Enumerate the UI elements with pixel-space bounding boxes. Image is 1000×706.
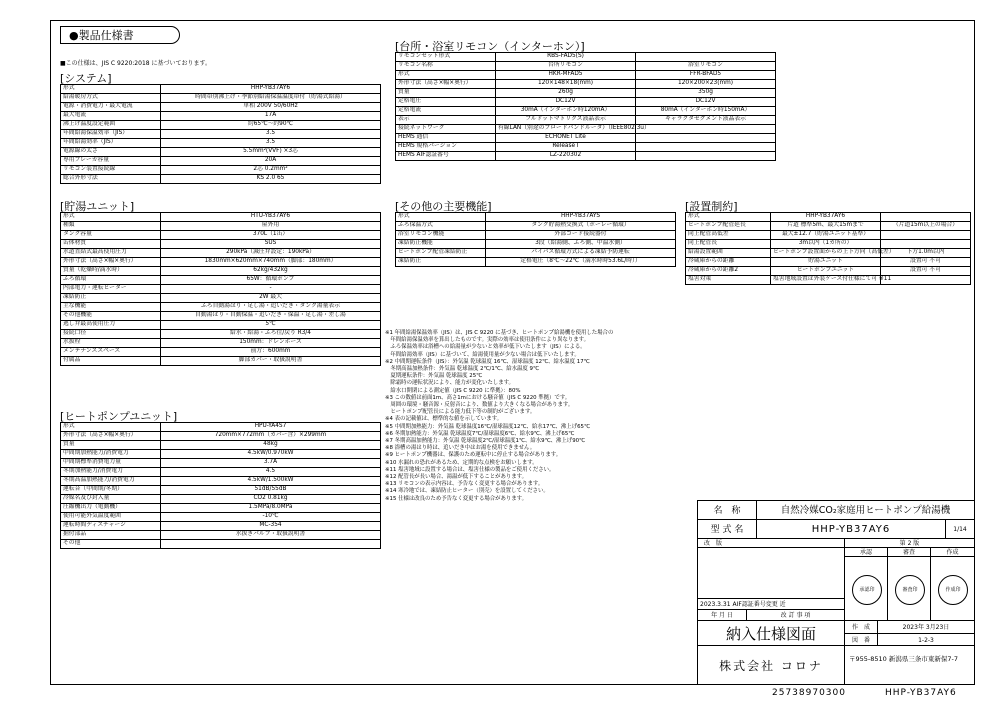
row-value: HHP-YB37AY6 bbox=[771, 213, 881, 222]
row-label: ヒートポンプ配管延長 bbox=[686, 222, 771, 231]
spec-heading: ●製品仕様書 bbox=[60, 26, 180, 44]
table-row bbox=[61, 495, 381, 504]
row-label: その他 bbox=[61, 540, 161, 549]
row-value: 150mm：ドレンホース bbox=[161, 339, 381, 348]
row-value: 30mA（インターホン時120mA） bbox=[496, 107, 636, 116]
table-row bbox=[396, 98, 776, 107]
row-label: 給湯設置範囲 bbox=[686, 249, 771, 258]
row-value: （片道15m以上の場合） bbox=[881, 222, 971, 231]
table-row bbox=[61, 294, 381, 303]
row-label: ふろ保温方式 bbox=[396, 222, 486, 231]
note-line: ※4 表の記載値は、標準的な値を示しています。 bbox=[385, 416, 503, 423]
note-line: ※2 中間期運転条件（JIS）：外気温 乾球温度 16℃、湿球温度 12℃、給水温度 17℃ bbox=[385, 358, 590, 365]
row-value: 120×148×18(mm) bbox=[496, 80, 636, 89]
row-value: 80mA（インターホン時150mA） bbox=[636, 107, 776, 116]
revision-label: 改 版 bbox=[697, 538, 845, 548]
row-label: 電源線の太さ bbox=[61, 148, 161, 157]
row-value: 290kPa（減圧弁設定：190kPa） bbox=[161, 249, 381, 258]
row-value bbox=[636, 143, 776, 152]
row-label: 外形寸法（高さ×幅×奥行） bbox=[61, 258, 161, 267]
table-row bbox=[61, 531, 381, 540]
note-line: 周囲の環境・騒音源・反射音により、数値より大きくなる場合があります。 bbox=[385, 402, 574, 409]
row-value: 屋外用 bbox=[161, 222, 381, 231]
row-label: 専用ブレーカ容量 bbox=[61, 157, 161, 166]
heatpump-title: [ヒートポンプユニット] bbox=[60, 410, 178, 423]
note-line: 年間給湯効率（JIS）に基づいて、給湯使用量が少ない場合は低下いたします。 bbox=[385, 351, 580, 358]
table-row bbox=[396, 222, 676, 231]
note-line: 除霜時の運転状況により、能力が変化いたします。 bbox=[385, 380, 514, 387]
row-label: 同上配管高低差 bbox=[686, 231, 771, 240]
table-row bbox=[396, 107, 776, 116]
table-row bbox=[686, 258, 971, 267]
row-label: 付属品 bbox=[61, 357, 161, 366]
row-label: 水抜栓 bbox=[61, 339, 161, 348]
table-row bbox=[61, 357, 381, 366]
row-label: 電源・消費電力・最大電流 bbox=[61, 103, 161, 112]
row-label: その他機能 bbox=[61, 312, 161, 321]
row-value bbox=[636, 152, 776, 161]
row-value bbox=[881, 231, 971, 240]
table-row bbox=[61, 249, 381, 258]
row-value bbox=[636, 125, 776, 134]
model-label: 型 式 名 bbox=[697, 519, 757, 539]
note-line: ※13 リモコンの表示内容は、予告なく変更する場合があります。 bbox=[385, 481, 544, 488]
table-row bbox=[61, 321, 381, 330]
table-row bbox=[61, 121, 381, 130]
row-label: 形式 bbox=[396, 71, 496, 80]
row-value: パイパス循環方式による凍結予防運転 bbox=[486, 249, 676, 258]
row-value: 浴室リモコン bbox=[636, 62, 776, 71]
row-label: 質量 bbox=[61, 441, 161, 450]
draw-box bbox=[930, 556, 975, 621]
row-label: 凍結防止機能 bbox=[396, 240, 486, 249]
row-value: 約65℃～約90℃ bbox=[161, 121, 381, 130]
created-label: 作 成 bbox=[844, 620, 878, 634]
note-line: ※15 仕様は改良のため予告なく変更する場合があります。 bbox=[385, 495, 528, 502]
row-value: 設置可 不可 bbox=[881, 258, 971, 267]
remote-table bbox=[395, 52, 776, 161]
table-row bbox=[61, 441, 381, 450]
revision-area bbox=[697, 547, 845, 599]
table-row bbox=[61, 175, 381, 184]
note-line: ヒートポンプ配管長による能力低下等の制約がございます。 bbox=[385, 409, 536, 416]
row-value: 3.5 bbox=[161, 130, 381, 139]
draw-label: 作成 bbox=[930, 547, 975, 557]
table-row bbox=[61, 139, 381, 148]
row-value: 350g bbox=[636, 89, 776, 98]
table-row bbox=[396, 249, 676, 258]
row-value: MC-354 bbox=[161, 522, 381, 531]
note-line: ※8 浴槽の湯はり時は、追いだき中はお湯を使用できません。 bbox=[385, 445, 536, 452]
table-row bbox=[61, 148, 381, 157]
row-label: 使用可能外気温度範囲 bbox=[61, 513, 161, 522]
row-value: DC12V bbox=[496, 98, 636, 107]
row-label: 表示 bbox=[396, 116, 496, 125]
row-label: 外形寸法（高さ×幅×奥行） bbox=[396, 80, 496, 89]
number-value: 1-2-3 bbox=[877, 633, 975, 646]
table-row bbox=[61, 504, 381, 513]
row-value: 4.5 bbox=[161, 468, 381, 477]
install-table bbox=[685, 212, 971, 285]
row-value bbox=[881, 240, 971, 249]
table-row bbox=[61, 112, 381, 121]
row-label: 質量（乾燥時/満水時） bbox=[61, 267, 161, 276]
row-value: 時間帯別沸上げ・季節別給湯保温温度帯付（貯湯式給湯） bbox=[161, 94, 381, 103]
heatpump-table bbox=[60, 422, 381, 549]
table-row bbox=[61, 166, 381, 175]
note-line: ※6 冬期加熱能力：外気温 乾球温度7℃/湿球温度6℃、給水9℃、沸上げ65℃ bbox=[385, 430, 575, 437]
row-value: 1830mm×620mm×740mm（脚部：180mm） bbox=[161, 258, 381, 267]
table-row bbox=[396, 80, 776, 89]
row-value: RBS-FAD5(S) bbox=[496, 53, 636, 62]
row-label: 圧縮機出力（電動機） bbox=[61, 504, 161, 513]
row-label: 浴室リモコン機能 bbox=[396, 231, 486, 240]
table-row bbox=[61, 459, 381, 468]
row-value: 5.5mm²(VVF) ×3芯 bbox=[161, 148, 381, 157]
table-row bbox=[396, 71, 776, 80]
row-value: HHP-YB37AYS bbox=[486, 213, 676, 222]
row-label: 最大電流 bbox=[61, 112, 161, 121]
row-value: 65W：循環ポンプ bbox=[161, 276, 381, 285]
table-row bbox=[61, 432, 381, 441]
row-value bbox=[881, 276, 971, 285]
row-label: 質量 bbox=[396, 89, 496, 98]
other-table bbox=[395, 212, 676, 267]
row-label: 総合外形寸法 bbox=[61, 175, 161, 184]
note-line: ※1 年間給湯保温効率（JIS）は、JIS C 9220 に基づき、ヒートポンプ給湯機を使用した場合の bbox=[385, 330, 614, 336]
row-label: 年間給湯効率（JIS） bbox=[61, 139, 161, 148]
note-line: ※3 この数値は前面1m、高さ1mにおける騒音値（JIS C 9220 準拠）です。 bbox=[385, 394, 571, 401]
row-label: 年間給湯保温効率（JIS） bbox=[61, 130, 161, 139]
table-row bbox=[686, 267, 971, 276]
table-row bbox=[61, 348, 381, 357]
check-label: 審査 bbox=[887, 547, 931, 557]
row-label: HEMS 通信 bbox=[396, 134, 496, 143]
row-value: 3.5 bbox=[161, 139, 381, 148]
row-value: -10℃ bbox=[161, 513, 381, 522]
row-label: HEMS AIF認証番号 bbox=[396, 152, 496, 161]
row-label: 同上配管長 bbox=[686, 240, 771, 249]
row-value: 5℃ bbox=[161, 321, 381, 330]
table-row bbox=[61, 85, 381, 94]
row-label: 中間期標準消費電力量 bbox=[61, 459, 161, 468]
row-value: 片道 標準5m、最大15mまで bbox=[771, 222, 881, 231]
table-row bbox=[396, 125, 776, 134]
row-label: 形式 bbox=[61, 213, 161, 222]
row-value: 51dB/55dB bbox=[161, 486, 381, 495]
date-label: 年 月 日 bbox=[697, 609, 747, 621]
table-row bbox=[61, 303, 381, 312]
row-value: LZ-220302 bbox=[496, 152, 636, 161]
row-value: 3m以内（1カ所の） bbox=[771, 240, 881, 249]
row-label: 冷蔵庫からの距離 bbox=[686, 258, 771, 267]
table-row bbox=[686, 249, 971, 258]
row-value: ふろ自動湯はり・足し湯・追いだき・タンク湯量表示 bbox=[161, 303, 381, 312]
table-row bbox=[61, 522, 381, 531]
row-label: 塩害対策 bbox=[686, 276, 771, 285]
row-label: 水道直結式最高使用圧力 bbox=[61, 249, 161, 258]
revision-entry: 2023.3.31 AIF認証番号変更 近 bbox=[697, 598, 845, 610]
row-value bbox=[636, 53, 776, 62]
row-value: 17A bbox=[161, 112, 381, 121]
table-row bbox=[396, 62, 776, 71]
table-row bbox=[686, 213, 971, 222]
note-line: 冬期高温加熱条件：外気温 乾球温度 2℃/1℃、給水温度 9℃ bbox=[385, 366, 540, 373]
row-value: Release I bbox=[496, 143, 636, 152]
row-label: 接続口径 bbox=[61, 330, 161, 339]
row-value: 下方1.0m以内 bbox=[881, 249, 971, 258]
note-line: ※12 配管長が長い場合、湯温が低下することがあります。 bbox=[385, 474, 528, 481]
row-label: ふろ循環 bbox=[61, 276, 161, 285]
notes-block bbox=[385, 330, 685, 503]
row-value: フルドットマトリクス液晶表示 bbox=[496, 116, 636, 125]
row-label: 冷蔵庫からの距離2 bbox=[686, 267, 771, 276]
row-value bbox=[636, 134, 776, 143]
note-line: ※9 ヒートポンプ機器は、保護のため運転中に停止する場合があります。 bbox=[385, 452, 562, 459]
table-row bbox=[396, 89, 776, 98]
row-value: 2芯 0.2mm² bbox=[161, 166, 381, 175]
approve-stamp: 承認印 bbox=[852, 575, 882, 605]
version: 第 2 版 bbox=[844, 538, 975, 548]
row-value: 自動湯はり・自動保温・追いだき・保温・足し湯・差し湯 bbox=[161, 312, 381, 321]
row-value bbox=[881, 213, 971, 222]
row-value: 4.5kW/0.970kW bbox=[161, 450, 381, 459]
row-label: 凍結防止 bbox=[61, 294, 161, 303]
row-value: 単相 200V 50/60Hz bbox=[161, 103, 381, 112]
row-value: 有線LAN（別途のブロードバンドルータ）（IEEE802.3u） bbox=[496, 125, 636, 134]
table-row bbox=[61, 339, 381, 348]
tank-table bbox=[60, 212, 381, 366]
row-value: 塩害地域設置は外装ケース付仕様にて可 ※11 bbox=[771, 276, 881, 285]
table-row bbox=[686, 276, 971, 285]
row-value: 62kg/432kg bbox=[161, 267, 381, 276]
table-row bbox=[61, 423, 381, 432]
row-value: 脚部カバー・取扱説明書 bbox=[161, 357, 381, 366]
company-name: 株式会社 コロナ bbox=[697, 645, 845, 685]
jis-note: ■この仕様は、JIS C 9220:2018 に基づいております。 bbox=[60, 60, 212, 67]
table-row bbox=[61, 222, 381, 231]
number-label: 図 番 bbox=[844, 633, 878, 646]
system-title: [システム] bbox=[60, 72, 112, 85]
row-value: SUS bbox=[161, 240, 381, 249]
row-value: HKR-MFAD5 bbox=[496, 71, 636, 80]
table-row bbox=[61, 94, 381, 103]
table-row bbox=[396, 143, 776, 152]
table-row bbox=[396, 258, 676, 267]
system-table bbox=[60, 84, 381, 184]
table-row bbox=[61, 240, 381, 249]
row-value: タンク貯湯熱交換式（ポーレー循環） bbox=[486, 222, 676, 231]
table-row bbox=[61, 513, 381, 522]
row-value: ヒートポンプユニット bbox=[771, 267, 881, 276]
table-row bbox=[396, 134, 776, 143]
footer-doc-number: 25738970300 bbox=[772, 688, 846, 698]
created-date: 2023年 3月23日 bbox=[877, 620, 975, 634]
row-label: 定格電流 bbox=[396, 107, 496, 116]
table-row bbox=[61, 477, 381, 486]
row-value: 4.5kW/1.500kW bbox=[161, 477, 381, 486]
approve-label: 承認 bbox=[844, 547, 888, 557]
row-label: 中間期加熱能力/消費電力 bbox=[61, 450, 161, 459]
table-row bbox=[61, 276, 381, 285]
row-label: 沸上げ温度設定範囲 bbox=[61, 121, 161, 130]
row-value: 48kg bbox=[161, 441, 381, 450]
row-label: 主な機能 bbox=[61, 303, 161, 312]
row-value: HHP-YB37AY6 bbox=[161, 85, 381, 94]
row-label: 形式 bbox=[686, 213, 771, 222]
note-line: ※11 塩害地域に設置する場合は、塩害仕様の製品をご使用ください。 bbox=[385, 466, 555, 473]
table-row bbox=[61, 312, 381, 321]
row-label: 接続ネットワーク bbox=[396, 125, 496, 134]
table-row bbox=[61, 540, 381, 549]
row-value: 最大±12.7（貯湯ユニット基準） bbox=[771, 231, 881, 240]
row-value: 外部コード接続器付 bbox=[486, 231, 676, 240]
page-number: 1/14 bbox=[945, 519, 975, 539]
company-address: 〒955-8510 新潟県三条市東新保7-7 bbox=[844, 645, 975, 685]
note-line: ※14 寒冷地では、凍結防止ヒーター（別売）を設置してください。 bbox=[385, 488, 549, 495]
footer-model: HHP-YB37AY6 bbox=[885, 688, 957, 698]
row-value: 貯湯ユニット bbox=[771, 258, 881, 267]
row-value: FFR-BFAD5 bbox=[636, 71, 776, 80]
table-row bbox=[61, 450, 381, 459]
table-row bbox=[61, 103, 381, 112]
approve-box bbox=[844, 556, 888, 621]
row-value: ECHONET Lite bbox=[496, 134, 636, 143]
row-label: 運転音（中間期/冬期） bbox=[61, 486, 161, 495]
table-row bbox=[61, 468, 381, 477]
row-value: 370L（1缶） bbox=[161, 231, 381, 240]
table-row bbox=[396, 240, 676, 249]
table-row bbox=[61, 157, 381, 166]
row-label: リモコンセット形式 bbox=[396, 53, 496, 62]
row-value: 3段（給湯側、ふろ側、中温水側） bbox=[486, 240, 676, 249]
table-row bbox=[61, 285, 381, 294]
row-value: 120×200×23(mm) bbox=[636, 80, 776, 89]
row-label: 据付部品 bbox=[61, 531, 161, 540]
row-value: 20A bbox=[161, 157, 381, 166]
row-label: 冬期加熱能力/消費電力 bbox=[61, 468, 161, 477]
row-label: 内部電力・運転ヒーター bbox=[61, 285, 161, 294]
row-value: DC12V bbox=[636, 98, 776, 107]
note-line: ふろ保温効率は浴槽への給湯量が少ないと効率が低下いたします（JIS）による。 bbox=[385, 344, 586, 351]
change-label: 改 訂 事 項 bbox=[746, 609, 845, 621]
check-box bbox=[887, 556, 931, 621]
row-value: 1.5MPa/8.0MPa bbox=[161, 504, 381, 513]
table-row bbox=[686, 222, 971, 231]
draw-stamp: 作成印 bbox=[938, 575, 968, 605]
model-value: HHP-YB37AY6 bbox=[756, 519, 946, 539]
row-label: ヒートポンプ配管凍結防止 bbox=[396, 249, 486, 258]
row-value: 定格電圧（8℃～22℃（満水時時53.6L/時）） bbox=[486, 258, 676, 267]
note-line: 夏期運転条件：外気温 乾球温度 25℃ bbox=[385, 373, 483, 380]
row-value: CO2 0.81kg bbox=[161, 495, 381, 504]
row-label: 外形寸法（高さ×幅×奥行） bbox=[61, 432, 161, 441]
row-value: 前方：600mm bbox=[161, 348, 381, 357]
row-label: リモコン名称 bbox=[396, 62, 496, 71]
note-line: 年間給湯保温効率を算出したものです。実際の効率は使用条件により異なります。 bbox=[385, 337, 589, 344]
row-label: 定格電圧 bbox=[396, 98, 496, 107]
row-label: HEMS 規格バージョン bbox=[396, 143, 496, 152]
row-value: KS 2.0 65 bbox=[161, 175, 381, 184]
row-label: 凍結防止 bbox=[396, 258, 486, 267]
table-row bbox=[61, 130, 381, 139]
row-label: 給湯暖房方式 bbox=[61, 94, 161, 103]
name-label: 名 称 bbox=[697, 500, 757, 520]
row-value: HTU-YB37AY6 bbox=[161, 213, 381, 222]
row-label: 冬期高温加熱能力/消費電力 bbox=[61, 477, 161, 486]
row-value: キャラクタセグメント液晶表示 bbox=[636, 116, 776, 125]
row-value: 台所リモコン bbox=[496, 62, 636, 71]
row-label: 形式 bbox=[61, 85, 161, 94]
row-label: 形式 bbox=[396, 213, 486, 222]
table-row bbox=[396, 152, 776, 161]
title-block bbox=[697, 500, 975, 685]
row-value: 720mm×772mm（カバー含）×299mm bbox=[161, 432, 381, 441]
table-row bbox=[61, 267, 381, 276]
table-row bbox=[396, 53, 776, 62]
table-row bbox=[686, 231, 971, 240]
note-line: ※10 水漏れの恐れがあるため、定期的な点検をお願いします。 bbox=[385, 459, 538, 466]
note-line: ※5 中間期加熱能力：外気温 乾球温度16℃/湿球温度12℃、給水17℃、沸上げ65℃ bbox=[385, 423, 590, 430]
row-value: - bbox=[161, 285, 381, 294]
document-title: 納入仕様図面 bbox=[697, 620, 845, 646]
row-label: メンテナンススペース bbox=[61, 348, 161, 357]
table-row bbox=[396, 231, 676, 240]
table-row bbox=[61, 213, 381, 222]
row-label: タンク容量 bbox=[61, 231, 161, 240]
note-line: ※7 冬期高温加熱能力：外気温 乾球温度2℃/湿球温度1℃、給水9℃、沸上げ90℃ bbox=[385, 438, 586, 445]
row-value: 水抜きバルブ・取扱説明書 bbox=[161, 531, 381, 540]
table-row bbox=[396, 116, 776, 125]
row-value: 2W 最大 bbox=[161, 294, 381, 303]
row-label: 逃し弁最高使用圧力 bbox=[61, 321, 161, 330]
install-title: [設置制約] bbox=[685, 200, 738, 213]
table-row bbox=[61, 231, 381, 240]
table-row bbox=[686, 240, 971, 249]
row-value: 設置可 不可 bbox=[881, 267, 971, 276]
row-label: 種類 bbox=[61, 222, 161, 231]
row-value: 260g bbox=[496, 89, 636, 98]
row-label: 運転時間ディスチャージ bbox=[61, 522, 161, 531]
row-label: 形式 bbox=[61, 423, 161, 432]
note-line: 給水口開閉による測定値（JIS C 9220 に準拠）：80% bbox=[385, 387, 521, 394]
row-value: HPU-YA4S7 bbox=[161, 423, 381, 432]
check-stamp: 審査印 bbox=[895, 575, 925, 605]
row-value: 給水・給湯・ふろ往/戻り R3/4 bbox=[161, 330, 381, 339]
row-value bbox=[161, 540, 381, 549]
name-value: 自然冷媒CO₂家庭用ヒートポンプ給湯機 bbox=[756, 500, 975, 520]
table-row bbox=[396, 213, 676, 222]
row-label: 缶体材質 bbox=[61, 240, 161, 249]
table-row bbox=[61, 330, 381, 339]
row-label: リモコン装置接続線 bbox=[61, 166, 161, 175]
row-value: ヒートポンプ設置面からの上下方向（高低差） bbox=[771, 249, 881, 258]
row-value: 3.7A bbox=[161, 459, 381, 468]
remote-title: [台所・浴室リモコン（インターホン）] bbox=[395, 40, 585, 53]
table-row bbox=[61, 258, 381, 267]
row-label: 冷媒名及び封入量 bbox=[61, 495, 161, 504]
table-row bbox=[61, 486, 381, 495]
other-title: [その他の主要機能] bbox=[395, 200, 492, 213]
tank-title: [貯湯ユニット] bbox=[60, 200, 135, 213]
